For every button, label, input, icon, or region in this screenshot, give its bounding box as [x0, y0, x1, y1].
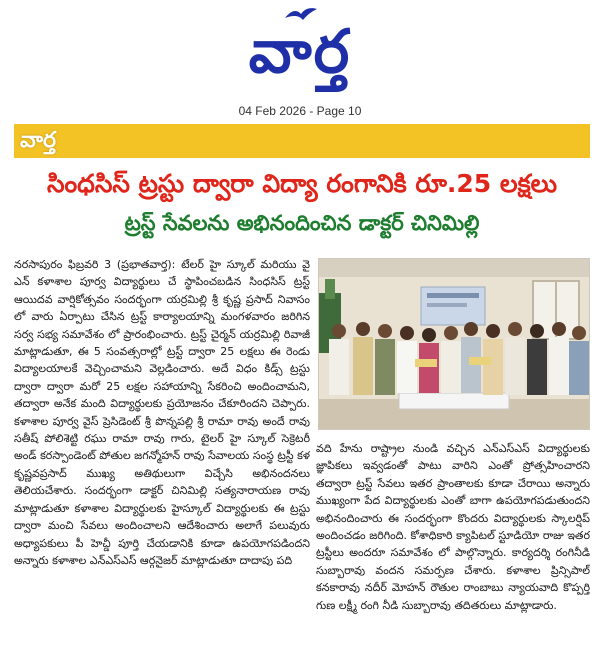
masthead-title: వార్త — [248, 17, 352, 87]
page-info: 04 Feb 2026 - Page 10 — [238, 104, 362, 118]
article-body-left: నరసాపురం ఫిబ్రవరి 3 (ప్రభాతవార్త): టేలర్ హై స్కూల్ మరియు వై ఎన్ కళాశాల పూర్వ విద్యార్థులు చే స్థాపించబడిన సింధసిస్ ట్రస్ట్ ఆయిదవ వార్షికోత్సవం సందర్భంగా యర్రమిల్లి శ్రీ కృష్ణ ప్రసాద్ నివాసం లో వారు ఏర్పాటు చేసిన ట్రస్ట్ కార్యాలయాన్ని మంగళవారం జరిగిన సర్వ సభ్య సమావేశం లో ప్రారంభించారు. ట్రస్ట్ చైర్మన్ యర్రమిల్లి రివాజీ మాట్లాడుతూ, ఈ 5 సంవత్సరాల్లో ట్రస్ట్ ద్వారా 25 లక్షలు ఈ రెండు విద్యాలయాలకే వెచ్చించామని వెల్లడించారు. అదే విధం కిడ్స్ ట్రస్టు ద్వారా ద్వారా మరో 25 లక్షల సహాయాన్ని సేకరించి అందించామని, తద్వారా అనేక మంది విద్యార్థులకు ప్రయోజనం చేకూరిందని చెప్పారు. కళాశాల పూర్వ వైస్ ప్రెసిడెంట్ శ్రీ పొన్నపల్లి శ్రీ రామా రావు అందే రావు సతీష్ పోలిశెట్టి రఘు రామా రావు గారు, టైలర్ హై స్కూల్ సెక్రెటరీ అండ్ కరస్పాండెంట్ పోతుల జగన్మోహన్ రావు సేవాలయ సంస్థ ట్రస్టీ కళ కృష్ణవప్రసాద్ ముఖ్య అతిథులుగా విచ్చేసి అభినందనలు తెలియచేశారు. సందర్భంగా డాక్టర్ చినిమిల్లి సత్యనారాయణ రావు మాట్లాడుతూ కళాశాల విద్యార్థులకు హైస్కూల్ విద్యార్థులకు ఈ ట్రస్టు ద్వారా మంచి సేవలు అందించాలని ఆదేశించారు అలాగే పలువురు అధ్యాపకులు పీ హెచ్డీ పూర్తి చేయడానికి కూడా ఉపయోగపడిందని అన్నారు కళాశాల ఎన్ఎస్ఎస్ ఆర్గనైజర్ మాట్లాడుతూ దాదాపు పది — [14, 258, 310, 567]
event-photo — [318, 258, 590, 430]
section-label: వార్త — [20, 128, 57, 153]
section-bar — [14, 124, 590, 158]
article-body-right: వది హేను రాష్ట్రాల నుండి వచ్చిన ఎన్ఎస్ఎస్ విద్యార్థులకు జ్ఞాపికలు ఇవ్వడంతో పాటు వారిని ఎంతో ప్రోత్సహించారని తద్వారా ట్రస్ట్ సేవలు ఇతర ప్రాంతాలకు కూడా చేరాయి అన్నారు ముఖ్యంగా పేద విద్యార్థులకు ఎంతో బాగా ఉపయోగపడుతుందని అభినందించారు ఈ సందర్భంగా కొందరు విద్యార్థులకు స్కాలర్షిప్ అందించడం జరిగింది. కోశాధికారి క్యాపిటల్ స్టూడియో రాజు ఇతర ట్రస్టీలు అందరూ సమావేశం లో పాల్గొన్నారు. కార్యదర్శి రంగినీడి సుబ్బారావు వందన సమర్పణ చేశారు. కళాశాల ప్రిన్సిపాల్ కనకారావు నదీర్ మోహన్ రౌతుల రాంబాబు న్యాయవాది కొప్పర్తి గుణ లక్ష్మీ రంగి నీడి సుబ్బారావు తదితరులు మాట్లాడారు. — [316, 442, 590, 612]
article-headline: సింధసిస్ ట్రస్టు ద్వారా విద్యా రంగానికి రూ.25 లక్షలు — [46, 169, 558, 198]
article-subheadline: ట్రస్ట్ సేవలను అభినందించిన డాక్టర్ చినిమిల్లి — [124, 211, 480, 235]
masthead — [0, 0, 600, 98]
